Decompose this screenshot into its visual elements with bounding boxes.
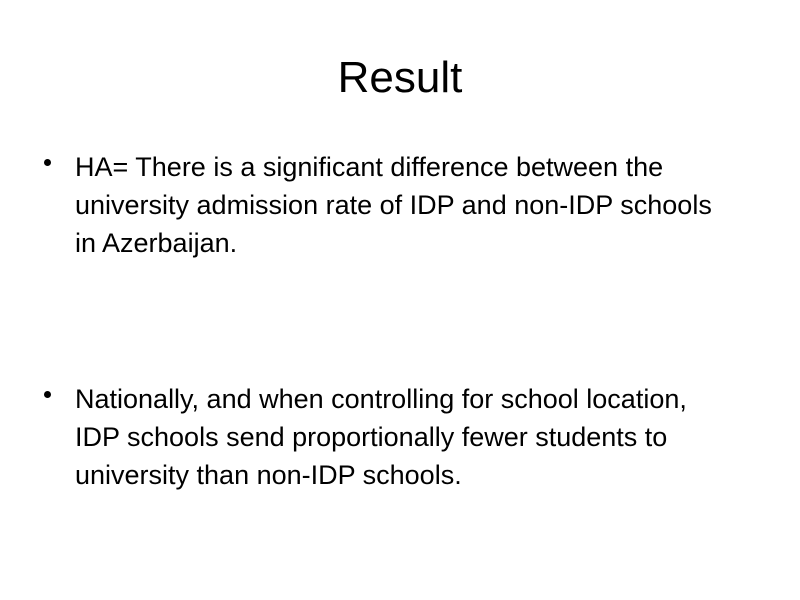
bullet-item-hypothesis [40, 148, 730, 262]
bullet-dot-icon [44, 391, 51, 398]
slide-title: Result [337, 53, 463, 102]
bullet-text: HA= There is a significant difference between the university admission rate of IDP and non-IDP schools in Azerbaijan. [75, 152, 712, 258]
bullet-text: Nationally, and when controlling for school location, IDP schools send proportionally fewer students to university than non-IDP schools. [75, 384, 687, 490]
bullet-list [40, 380, 730, 494]
bullet-list [40, 148, 730, 262]
bullet-item-finding [40, 380, 730, 494]
bullet-dot-icon [44, 159, 51, 166]
